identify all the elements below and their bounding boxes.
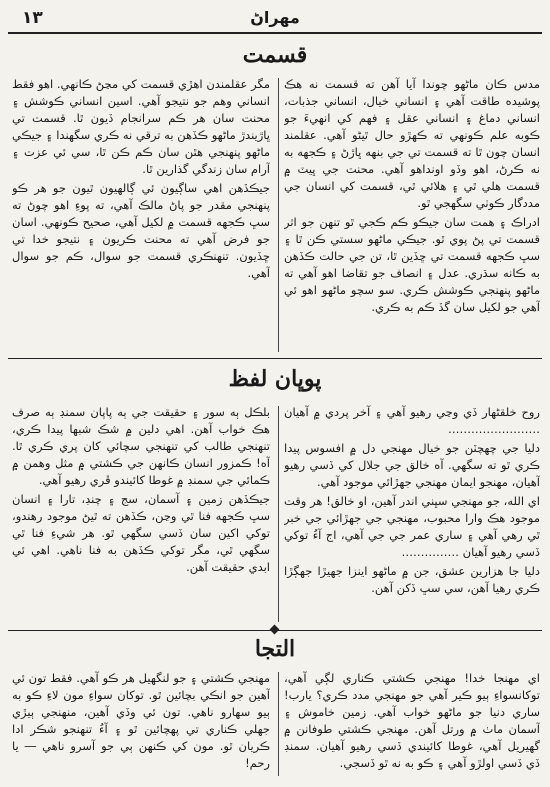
paragraph: مدس ڪان ماڻهو چوندا آيا آهن ته قسمت نه هڪ پوشيده طاقت آهي ۽ انساني خيال، انساني جذبات، انساني دماغ ۽ انساني عقل ۽ فهم کي انهيءَ جو ڪوبه علم ڪونهي ته ڪهڙو حال ٿيڻو آهي. عقلمند انسان چون ٿا ته قسمت تي جي بنهه ڀاڙڻ ۽ ڪجهه به نه ڪرڻ، اهو وڏو اونداهو آهي. محنت جي ڀيٽ ۾ قسمت هلي ٿي ۽ هلائي ٿي، قسمت کي انسان جي مددگار ڪوٺي سگهجي ٿو. [284,77,540,210]
section-last-words-left-column [12,404,270,624]
paragraph: مگر عقلمندن اهڙي قسمت کي مڃڻ ڪانهي. اهو فقط انساني وهم جو نتيجو آهي. اسين انساني ڪوشش ۽ محنت سان هر ڪم سرانجام ڏيون ٿا. قسمت تي ڀاڙيندڙ ماڻهو ڪڏهن به ترقي نه ڪري سگهندا ۽ جيڪي ماڻهو پنهنجي هٿن سان ڪم ڪن ٿا، سي ئي عزت ۽ آرام سان زندگي گذارين ٿا. [12,77,270,176]
magazine-page [8,6,542,781]
section-title-plea: التجا [254,636,296,662]
section-plea-left-column [12,670,270,778]
section-fate-left-column [12,76,270,354]
paragraph: دليا جي چهچٽن جو خيال مهنجي دل ۾ افسوس پيدا ڪري ٿو ته سگهي. آه خالق جي جلال کي ڏسي رهيو آهيان، مهنجو ايمان مهنجي جهڙائي موجود آهي. [284,441,540,489]
column-divider [278,672,279,776]
paragraph: مهنجي ڪشتي ۽ جو لنگهيل هر ڪو آهي. فقط تون ئي آهين جو انڪي بچائين ٿو. توکان سواءِ مون لاءِ ڪو به ٻيو سهارو ناهي. تون ئي وڏي آهين، منهنجي ٻيڙي جهلي ڪناري تي پهچائين ٿو ۽ آءُ تنهنجو شڪر ادا ڪريان ٿو. مون کي ڪنهن ٻي جو آسرو ناهي ― يا رحم! [12,671,270,770]
section-fate-right-column [284,76,540,354]
magazine-name: مهراڻ [250,8,300,27]
section-title-fate: قسمت [242,42,308,68]
paragraph: دليا جا هزارين عشق، جن ۾ ماڻهو اينزا جهيڙا جهڳڙا ڪري رهيا آهن، سي سڀ ڏکن آهن. [284,564,540,595]
page-header [8,6,542,34]
column-divider [278,78,279,352]
column-divider [278,406,279,622]
paragraph: ادراڪ ۽ همت سان جيڪو ڪم ڪجي ٿو تنهن جو اثر قسمت تي پڻ پوي ٿو. جيڪي ماڻهو سستي ڪن ٿا ۽ سڀ ڪجهه قسمت تي ڇڏين ٿا، تن جي حالت ڪڏهن به ڪانه سڌري. عدل ۽ انصاف جو تقاضا اهو آهي ته ماڻهو پنهنجي ڪوشش ڪري. سو سچو ماڻهو اهو ئي آهي جو لکيل سان گڏ ڪم به ڪري. [284,215,540,314]
section-plea-right-column [284,670,540,778]
section-rule [8,358,542,359]
paragraph: جيڪڏهن اهي ساڳيون ئي ڳالهيون ٿيون جو هر ڪو پنهنجي مقدر جو پاڻ مالڪ آهي، ته پوءِ اهو چوڻ ته سڀ ڪجهه قسمت ۾ لکيل آهي، صحيح ڪونهي. اسان جو فرض آهي ته محنت ڪريون ۽ نتيجو خدا تي ڇڏيون. تنهنڪري قسمت جو سوال، ڪم جو سوال آهي. [12,181,270,280]
paragraph: اي مهنجا خدا! مهنجي ڪشتي ڪناري لڳي آهي، توکانسواءِ ٻيو ڪير آهي جو مهنجي مدد ڪري؟ يارب! ساري دنيا جو ماڻهو خواب آهي. زمين خاموش ۽ آسمان ماٺ ۾ ورتل آهن. مهنجي ڪشتي طوفانن ۾ گهيريل آهي، غوطا کائيندي ڏسي رهيو آهيان. سمنڊ ڏي ڏسي اولڙو آهي ۽ ڪو به نه ٿو ڏسجي. [284,671,540,770]
paragraph: جيڪڏهن زمين ۽ آسمان، سج ۽ چنڊ، تارا ۽ انسان سڀ ڪجهه فنا ٿي وڃن، ڪڏهن ته ٿيڻ موجود رهندو، توکي اکين سان ڏسي سگهي ٿو. هر شيءِ فنا ٿي سگهي ٿي، مگر توکي ڪڏهن به فنا ناهي. اهي ئي ابدي حقيقت آهن. [12,492,270,574]
page-number: ١٣ [22,8,43,28]
paragraph: روح خلقڻهار ڏي وڃي رهيو آهي ۽ آخر پردي ۾ آهيان …………………… [284,405,540,436]
section-last-words-right-column [284,404,540,624]
paragraph: اي الله، جو مهنجي سڀني اندر آهين، او خالق! هر وقت موجود هڪ وارا محبوب، مهنجي جي جهڙائي جي خبر ٿي رهي آهي ۽ ساري عمر جي جي آهي، اج آءُ توکي ڏسي رهيو آهيان …………… [284,494,540,559]
section-title-last-words: پوڀان لفظ [228,366,322,392]
ornament-icon [270,625,280,635]
paragraph: بلڪل ٻه سور ۽ حقيقت جي ٻه پاپان سمنڊ ٻه صرف هڪ خواب آهن. اهي دلين ۾ شڪ شبها پيدا ڪري، تنهنجي طالب کي تنهنجي سچائي کان پري ڪري ٿا. آه! ڪمزور انسان ڪانهن جي ڪشتي ۾ مثل وهمن ۾ ڪمائي جي سمنڊ ۾ غوطا کائيندو ڦري رهيو آهي. [12,405,270,487]
